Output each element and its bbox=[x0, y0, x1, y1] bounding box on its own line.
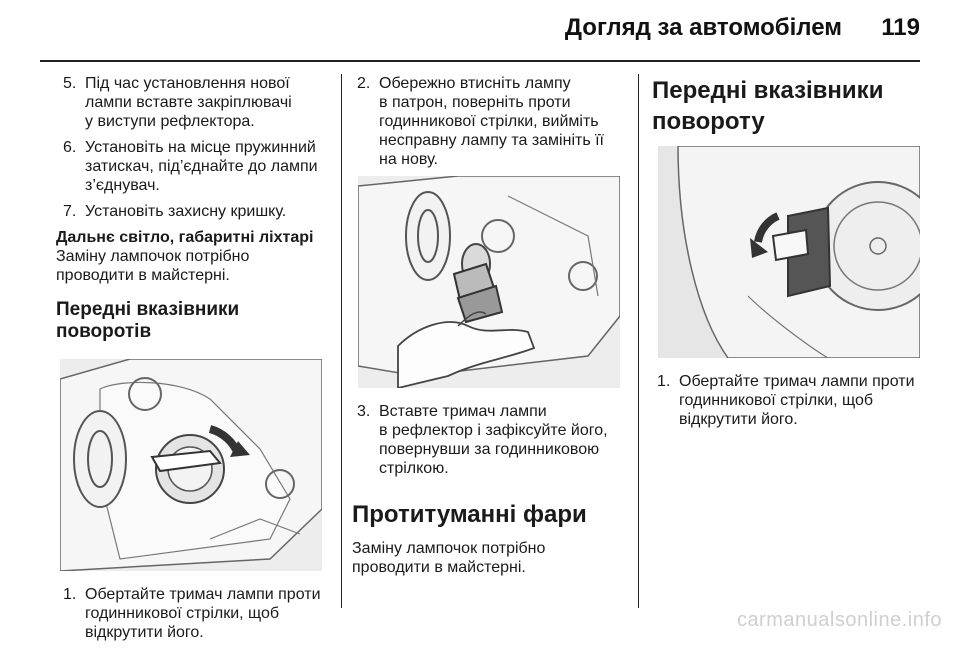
step-line: Вставте тримач лампи bbox=[379, 403, 547, 420]
column-divider bbox=[341, 74, 342, 608]
turn-signal-removal-figure bbox=[60, 359, 322, 571]
step-line: несправну лампу та замініть її bbox=[379, 132, 604, 149]
step-number: 2. bbox=[357, 75, 371, 92]
step-number: 3. bbox=[357, 403, 371, 420]
column-left bbox=[58, 74, 328, 649]
step-item bbox=[352, 74, 628, 169]
side-indicator-figure bbox=[658, 146, 920, 358]
watermark: carmanualsonline.info bbox=[736, 609, 942, 631]
bulb-replacement-figure bbox=[358, 176, 620, 388]
column-right bbox=[652, 74, 924, 436]
paragraph-line: проводити в майстерні. bbox=[352, 559, 526, 576]
step-number: 6. bbox=[63, 139, 77, 156]
step-line: Установіть захисну кришку. bbox=[85, 203, 287, 220]
step-line: у виступи рефлектора. bbox=[85, 113, 255, 130]
step-line: годинникової стрілки, вийміть bbox=[379, 113, 599, 130]
step-line: годинникової стрілки, щоб bbox=[85, 605, 280, 622]
paragraph-line: Заміну лампочок потрібно bbox=[352, 540, 546, 557]
step-item bbox=[58, 74, 328, 131]
section-heading: Протитуманні фари bbox=[352, 501, 587, 528]
section-heading: повороту bbox=[652, 108, 765, 135]
step-line: в рефлектор і зафіксуйте його, bbox=[379, 422, 608, 439]
step-line: Обережно втисніть лампу bbox=[379, 75, 571, 92]
step-number: 1. bbox=[63, 586, 77, 603]
step-item bbox=[352, 402, 628, 478]
step-number: 7. bbox=[63, 203, 77, 220]
section-heading: Передні вказівники bbox=[652, 77, 884, 104]
step-line: Обертайте тримач лампи проти bbox=[679, 373, 915, 390]
header-rule bbox=[40, 60, 920, 62]
step-line: відкрутити його. bbox=[85, 624, 204, 641]
step-line: затискач, під’єднайте до лампи bbox=[85, 158, 318, 175]
header-title: Догляд за автомобілем bbox=[564, 14, 842, 41]
step-line: Під час установлення нової bbox=[85, 75, 290, 92]
step-line: відкрутити його. bbox=[679, 411, 798, 428]
step-line: лампи вставте закріплювачі bbox=[85, 94, 292, 111]
step-line: годинникової стрілки, щоб bbox=[679, 392, 874, 409]
step-line: Установіть на місце пружинний bbox=[85, 139, 316, 156]
step-line: на нову. bbox=[379, 151, 438, 168]
section-heading: Передні вказівники поворотів bbox=[56, 299, 240, 342]
step-number: 1. bbox=[657, 373, 671, 390]
column-middle bbox=[352, 74, 628, 577]
subheading: Дальнє світло, габаритні ліхтарі bbox=[56, 229, 314, 246]
step-line: стрілкою. bbox=[379, 460, 449, 477]
step-line: повернувши за годинниковою bbox=[379, 441, 600, 458]
step-item bbox=[652, 372, 924, 429]
step-item bbox=[58, 202, 328, 221]
column-divider bbox=[638, 74, 639, 608]
paragraph-line: Заміну лампочок потрібно bbox=[56, 248, 250, 265]
step-item bbox=[58, 585, 328, 642]
step-number: 5. bbox=[63, 75, 77, 92]
paragraph-line: проводити в майстерні. bbox=[56, 267, 230, 284]
step-item bbox=[58, 138, 328, 195]
page-number: 119 bbox=[881, 14, 920, 41]
step-line: Обертайте тримач лампи проти bbox=[85, 586, 321, 603]
step-line: в патрон, поверніть проти bbox=[379, 94, 571, 111]
step-line: з’єднувач. bbox=[85, 177, 160, 194]
